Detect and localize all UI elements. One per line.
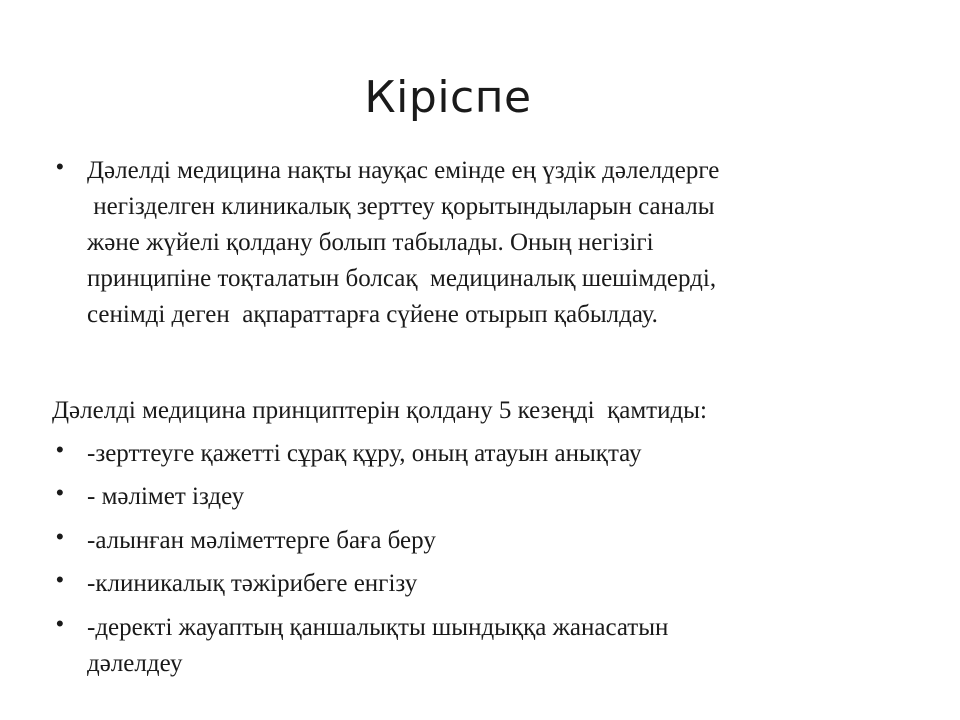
intro-paragraph xyxy=(87,153,907,333)
slide-title: Кіріспе xyxy=(364,72,532,123)
stage-item-line: -деректі жауаптың қаншалықты шындыққа жанасатын xyxy=(87,614,669,641)
stage-bullet: • xyxy=(56,437,64,462)
stage-bullet: • xyxy=(56,524,64,549)
stage-bullet: • xyxy=(56,611,64,636)
intro-line: негізделген клиникалық зерттеу қорытындыларын саналы xyxy=(87,193,715,220)
stage-item: - мәлімет іздеу xyxy=(87,483,245,510)
intro-line: сенімді деген ақпараттарға сүйене отырып қабылдау. xyxy=(87,301,658,328)
stage-bullet: • xyxy=(56,480,64,505)
stage-item xyxy=(87,610,907,682)
stage-item: -зерттеуге қажетті сұрақ құру, оның атауын анықтау xyxy=(87,440,642,467)
stage-item: -клиникалық тәжірибеге енгізу xyxy=(87,570,418,597)
stage-bullet: • xyxy=(56,567,64,592)
intro-line: және жүйелі қолдану болып табылады. Оның негізігі xyxy=(87,229,654,256)
intro-bullet: • xyxy=(56,154,64,179)
stage-item: -алынған мәліметтерге баға беру xyxy=(87,527,436,554)
intro-line: Дәлелді медицина нақты науқас емінде ең үздік дәлелдерге xyxy=(87,157,720,184)
intro-line: принципіне тоқталатын болсақ медициналық шешімдерді, xyxy=(87,265,717,292)
stage-item-line: дәлелдеу xyxy=(87,650,183,677)
stages-heading: Дәлелді медицина принциптерін қолдану 5 кезеңді қамтиды: xyxy=(52,397,707,424)
